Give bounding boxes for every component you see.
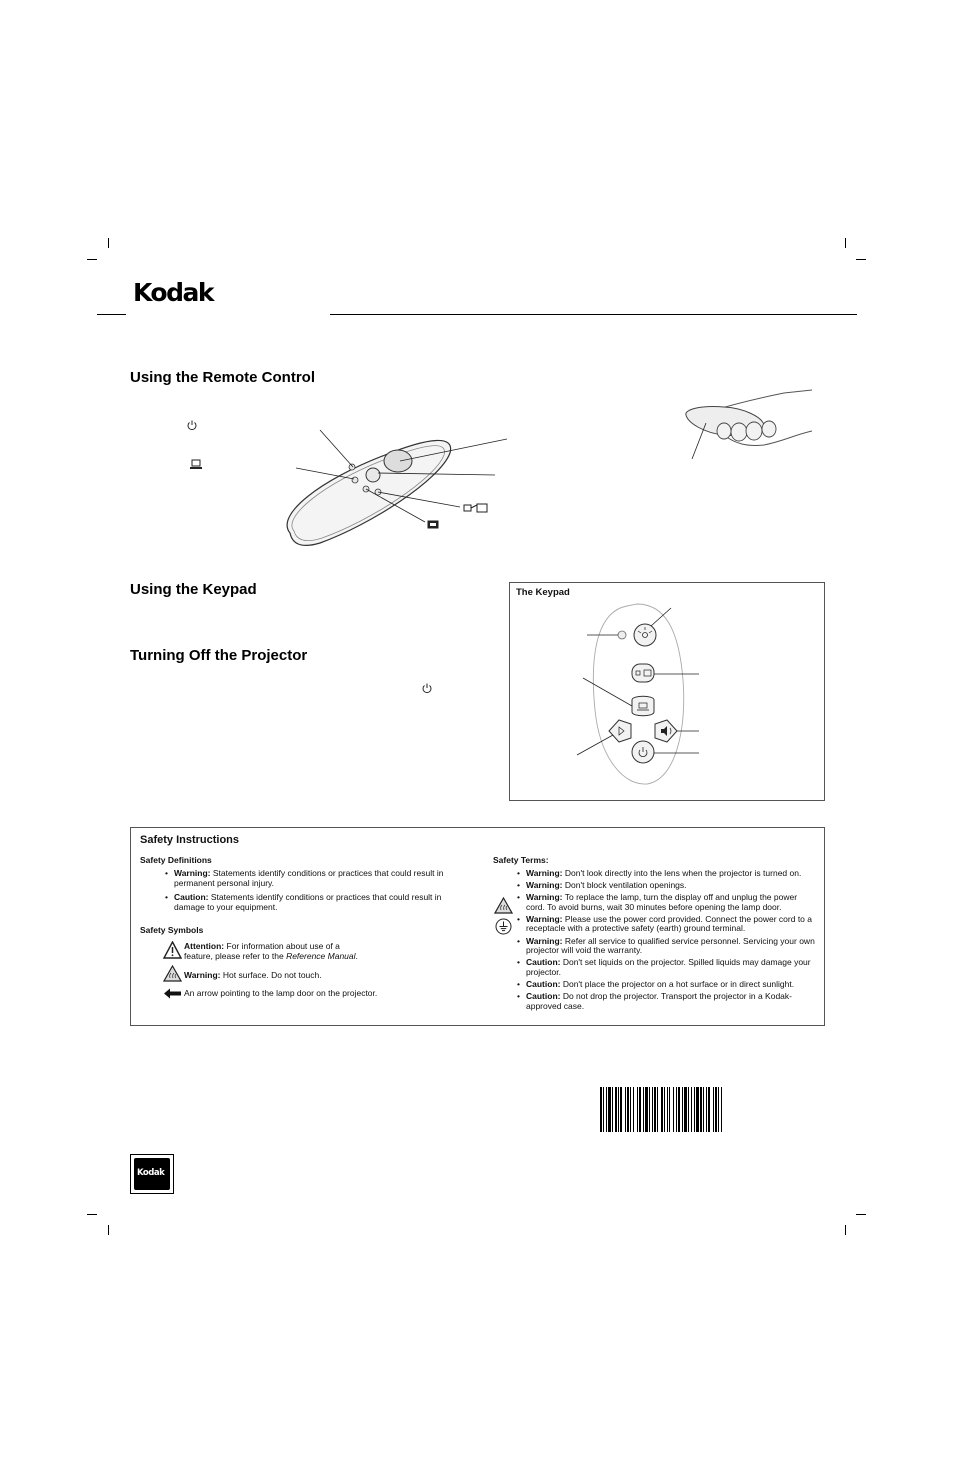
barcode-bar bbox=[673, 1087, 674, 1132]
barcode-bar bbox=[669, 1087, 670, 1132]
safety-term-item: • Caution: Do not drop the projector. Transport the projector in a Kodak-approved case. bbox=[517, 992, 815, 1011]
barcode bbox=[600, 1087, 825, 1132]
crop-mark bbox=[108, 1225, 109, 1235]
section-title-keypad: Using the Keypad bbox=[130, 581, 257, 598]
barcode-bar bbox=[700, 1087, 702, 1132]
crop-mark bbox=[108, 238, 109, 248]
header-rule-left bbox=[97, 314, 126, 315]
hand-holding-remote-illustration bbox=[684, 385, 814, 465]
safety-terms-list bbox=[517, 869, 815, 1014]
section-title-remote: Using the Remote Control bbox=[130, 369, 316, 386]
barcode-bar bbox=[721, 1087, 722, 1132]
safety-title: Safety Instructions bbox=[140, 834, 240, 846]
barcode-bar bbox=[691, 1087, 692, 1132]
barcode-bar bbox=[684, 1087, 687, 1132]
section-title-turnoff: Turning Off the Projector bbox=[130, 647, 308, 664]
barcode-bar bbox=[606, 1087, 607, 1132]
kodak-mark-logo bbox=[130, 1154, 174, 1194]
barcode-bar bbox=[633, 1087, 634, 1132]
barcode-bar bbox=[600, 1087, 602, 1132]
arrow-left-icon bbox=[164, 988, 181, 999]
barcode-bar bbox=[706, 1087, 707, 1132]
safety-symbols-heading: Safety Symbols bbox=[140, 925, 204, 935]
barcode-bar bbox=[645, 1087, 648, 1132]
barcode-bar bbox=[608, 1087, 611, 1132]
crop-mark bbox=[856, 259, 866, 260]
lamp-door-arrow-text: An arrow pointing to the lamp door on the projector. bbox=[184, 988, 378, 998]
barcode-bar bbox=[620, 1087, 622, 1132]
kodak-mark-text: Kodak bbox=[137, 1168, 165, 1178]
safety-term-item: • Caution: Don't set liquids on the projector. Spilled liquids may damage your projector. bbox=[517, 958, 815, 977]
barcode-bar bbox=[603, 1087, 604, 1132]
barcode-bar bbox=[708, 1087, 710, 1132]
barcode-bar bbox=[661, 1087, 663, 1132]
power-icon bbox=[186, 419, 198, 431]
safety-term-item: • Warning: Don't block ventilation openings. bbox=[517, 881, 815, 891]
crop-mark bbox=[856, 1214, 866, 1215]
crop-mark bbox=[87, 259, 97, 260]
safety-definitions-heading: Safety Definitions bbox=[140, 855, 212, 865]
barcode-bar bbox=[664, 1087, 665, 1132]
ground-icon bbox=[495, 918, 512, 935]
header-rule-right bbox=[330, 314, 857, 315]
barcode-bar bbox=[627, 1087, 629, 1132]
remote-control-illustration bbox=[280, 425, 515, 550]
safety-term-item: • Caution: Don't place the projector on a hot surface or in direct sunlight. bbox=[517, 980, 815, 990]
barcode-bar bbox=[682, 1087, 683, 1132]
barcode-bar bbox=[639, 1087, 641, 1132]
safety-terms-heading: Safety Terms: bbox=[493, 855, 549, 865]
barcode-bar bbox=[694, 1087, 695, 1132]
keypad-figure-title: The Keypad bbox=[516, 587, 570, 598]
barcode-bar bbox=[703, 1087, 704, 1132]
hot-surface-text: Warning: Hot surface. Do not touch. bbox=[184, 970, 322, 980]
safety-definitions-list bbox=[165, 869, 457, 915]
computer-icon bbox=[189, 459, 203, 471]
barcode-bar bbox=[676, 1087, 677, 1132]
crop-mark bbox=[845, 1225, 846, 1235]
barcode-bar bbox=[649, 1087, 650, 1132]
barcode-bar bbox=[630, 1087, 631, 1132]
warning-triangle-icon bbox=[494, 897, 513, 914]
definition-item: • Caution: Statements identify conditions or practices that could result in damage to your equipment. bbox=[165, 893, 457, 912]
computer-icon bbox=[427, 520, 439, 529]
barcode-bar bbox=[657, 1087, 658, 1132]
safety-term-item: • Warning: Don't look directly into the lens when the projector is turned on. bbox=[517, 869, 815, 879]
crop-mark bbox=[87, 1214, 97, 1215]
barcode-bar bbox=[652, 1087, 653, 1132]
crop-mark bbox=[845, 238, 846, 248]
barcode-bar bbox=[654, 1087, 656, 1132]
keypad-illustration bbox=[575, 600, 705, 790]
power-icon bbox=[421, 682, 433, 694]
barcode-bar bbox=[715, 1087, 717, 1132]
barcode-bar bbox=[612, 1087, 613, 1132]
barcode-bar bbox=[696, 1087, 699, 1132]
barcode-bar bbox=[637, 1087, 638, 1132]
kodak-logo: Kodak bbox=[133, 278, 213, 307]
source-icon bbox=[463, 502, 489, 514]
hot-surface-icon bbox=[163, 965, 182, 982]
barcode-bar bbox=[625, 1087, 626, 1132]
barcode-bar bbox=[667, 1087, 668, 1132]
barcode-bar bbox=[618, 1087, 619, 1132]
safety-term-item: • Warning: To replace the lamp, turn the display off and unplug the power cord. To avoid burns, wait 30 minutes before opening the lamp door. bbox=[517, 893, 815, 912]
warning-triangle-icon bbox=[163, 941, 182, 959]
barcode-bar bbox=[688, 1087, 689, 1132]
safety-term-item: • Warning: Refer all service to qualified service personnel. Servicing your own projector will void the warranty. bbox=[517, 937, 815, 956]
barcode-bar bbox=[615, 1087, 617, 1132]
barcode-bar bbox=[678, 1087, 680, 1132]
barcode-bar bbox=[718, 1087, 719, 1132]
barcode-bar bbox=[713, 1087, 714, 1132]
definition-item: • Warning: Statements identify conditions or practices that could result in permanent personal injury. bbox=[165, 869, 457, 888]
safety-term-item: • Warning: Please use the power cord provided. Connect the power cord to a receptacle with a protective safety (earth) ground terminal. bbox=[517, 915, 815, 934]
barcode-bar bbox=[643, 1087, 644, 1132]
attention-text: Attention: For information about use of a feature, please refer to the Reference Manual. bbox=[184, 941, 358, 961]
